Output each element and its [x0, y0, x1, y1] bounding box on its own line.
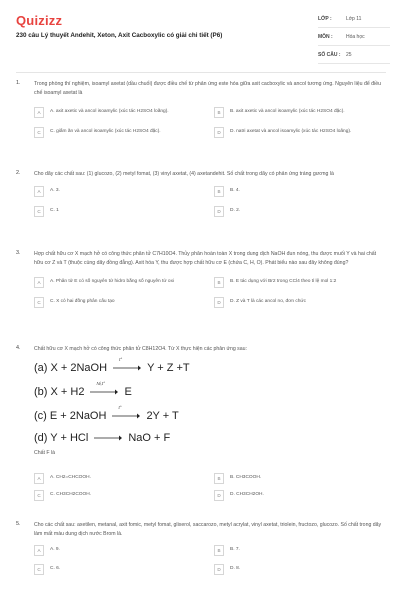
- arrow-icon: [112, 412, 140, 420]
- reaction-arrow: [90, 381, 118, 396]
- option-letter: C: [34, 206, 44, 217]
- option-letter: C: [34, 297, 44, 308]
- equation-rhs: 2Y + T: [146, 410, 179, 422]
- option-text: B. axit axetic và ancol isoamylic (xúc tác H2SO4 đặc).: [230, 108, 345, 114]
- options-grid: [34, 179, 386, 225]
- option-letter: B: [214, 107, 224, 118]
- reaction-condition: t°: [118, 405, 122, 410]
- option-letter: D: [214, 564, 224, 575]
- option-c[interactable]: [34, 562, 204, 576]
- question-5: [16, 521, 386, 582]
- option-b[interactable]: [214, 105, 384, 119]
- option-letter: D: [214, 490, 224, 501]
- question-number: 5.: [16, 521, 21, 527]
- option-a[interactable]: [34, 105, 204, 119]
- option-letter: C: [34, 490, 44, 501]
- option-d[interactable]: [214, 562, 384, 576]
- equation-lhs: (d) Y + HCl: [34, 432, 89, 444]
- meta-row-count: [318, 46, 390, 64]
- option-b[interactable]: [214, 471, 384, 485]
- reaction-arrow: [112, 405, 140, 420]
- option-c[interactable]: [34, 295, 204, 309]
- equation-rhs: Y + Z +T: [147, 362, 190, 374]
- question-2: [16, 170, 386, 225]
- option-letter: D: [214, 206, 224, 217]
- meta-table: [318, 10, 390, 64]
- option-text: D. 2.: [230, 208, 241, 214]
- header-divider: [16, 72, 386, 73]
- equation-rhs: E: [124, 386, 132, 398]
- option-a[interactable]: [34, 471, 204, 485]
- option-text: A. Phân tử E có số nguyên tử hidro bằng số nguyên tử oxi: [50, 278, 175, 284]
- equation-lhs: (b) X + H2: [34, 386, 85, 398]
- options-grid: [34, 466, 386, 506]
- option-letter: B: [214, 277, 224, 288]
- options-grid: [34, 267, 386, 315]
- meta-label: SỐ CÂU :: [318, 51, 341, 58]
- option-c[interactable]: [34, 205, 204, 219]
- option-letter: B: [214, 473, 224, 484]
- option-c[interactable]: [34, 488, 204, 502]
- option-b[interactable]: [214, 543, 384, 557]
- option-text: C. CH3CH2COOH.: [50, 491, 92, 497]
- option-letter: A: [34, 545, 44, 556]
- option-text: C. X có hai đồng phân cấu tạo: [50, 298, 115, 304]
- option-text: D. 8.: [230, 565, 241, 571]
- option-text: B. 4.: [230, 188, 240, 194]
- option-letter: C: [34, 127, 44, 138]
- question-number: 2.: [16, 170, 21, 176]
- option-d[interactable]: [214, 295, 384, 309]
- meta-value: 25: [346, 51, 352, 58]
- meta-label: LỚP :: [318, 15, 332, 22]
- question-3: [16, 250, 386, 315]
- option-d[interactable]: [214, 125, 384, 139]
- question-text: Cho các chất sau: axetilen, metanal, axit fomic, metyl fomat, glixerol, saccarozo, metyl acrylat, vinyl axetat, triolein, fructozo, glucozo. Số chất trong dãy làm mất màu dung dịch nước Brom là.: [34, 522, 382, 537]
- option-text: A. axit axetic và ancol isoamylic (xúc tác H2SO4 loãng).: [50, 108, 169, 114]
- option-text: D. natri axetat và ancol isoamylic (xúc tác H2SO4 loãng).: [230, 128, 352, 134]
- question-4-options: [16, 466, 386, 506]
- option-letter: A: [34, 473, 44, 484]
- question-number: 3.: [16, 250, 21, 256]
- option-letter: A: [34, 186, 44, 197]
- arrow-icon: [90, 388, 118, 396]
- meta-value: Lớp 11: [346, 15, 362, 22]
- meta-value: Hóa học: [346, 33, 365, 40]
- equation-d: [34, 432, 170, 444]
- meta-label: MÔN :: [318, 33, 333, 40]
- meta-row-subject: [318, 28, 390, 46]
- equation-lhs: (a) X + 2NaOH: [34, 362, 108, 374]
- option-text: C. giấm ăn và ancol isoamylic (xúc tác H2SO4 đặc).: [50, 128, 161, 134]
- arrow-icon: [94, 434, 122, 442]
- option-letter: C: [34, 564, 44, 575]
- question-number: 1.: [16, 80, 21, 86]
- question-text: Cho dãy các chất sau: (1) glucozo, (2) metyl fomat, (3) vinyl axetat, (4) axetandehit. Số chất trong dãy có phản ứng tráng gương là: [34, 171, 334, 177]
- option-letter: A: [34, 107, 44, 118]
- quizizz-logo: Quizizz: [16, 13, 63, 28]
- option-letter: A: [34, 277, 44, 288]
- arrow-icon: [113, 364, 141, 372]
- equation-lhs: (c) E + 2NaOH: [34, 410, 107, 422]
- reaction-arrow: [94, 434, 122, 442]
- option-a[interactable]: [34, 543, 204, 557]
- reaction-arrow: [113, 357, 141, 372]
- option-b[interactable]: [214, 185, 384, 199]
- document-title: 230 câu Lý thuyết Andehit, Xeton, Axit Cacboxylic có giải chi tiết (P6): [16, 32, 223, 39]
- question-1: [16, 80, 386, 143]
- option-text: A. CH2=CHCOOH.: [50, 474, 91, 480]
- question-4: [16, 345, 386, 354]
- option-text: D. Z và T là các ancol no, đơn chức: [230, 298, 307, 304]
- option-text: B. 7.: [230, 546, 240, 552]
- option-b[interactable]: [214, 275, 384, 289]
- option-letter: D: [214, 297, 224, 308]
- option-text: B. E tác dụng với Br2 trong CCl4 theo tỉ lệ mol 1:2: [230, 278, 337, 284]
- option-letter: B: [214, 186, 224, 197]
- equation-rhs: NaO + F: [128, 432, 171, 444]
- equation-a: [34, 357, 190, 374]
- question-text: Chất hữu cơ X mạch hở có công thức phân tử C8H12O4. Từ X thực hiện các phản ứng sau:: [34, 346, 247, 352]
- option-a[interactable]: [34, 185, 204, 199]
- option-c[interactable]: [34, 125, 204, 139]
- question-number: 4.: [16, 345, 21, 351]
- option-a[interactable]: [34, 275, 204, 289]
- option-letter: B: [214, 545, 224, 556]
- option-text: C. 6.: [50, 565, 61, 571]
- option-text: A. 3.: [50, 188, 60, 194]
- option-text: D. CH3CH2OH.: [230, 491, 264, 497]
- reaction-condition: Ni,t°: [96, 381, 105, 386]
- option-d[interactable]: [214, 205, 384, 219]
- option-text: B. CH3COOH.: [230, 474, 262, 480]
- equation-b: [34, 381, 132, 398]
- option-d[interactable]: [214, 488, 384, 502]
- question-prompt: Chất F là: [34, 450, 56, 456]
- question-text: Trong phòng thí nghiệm, isoamyl axetat (dầu chuối) được điều chế từ phản ứng este hóa giữa axit cacboxylic và ancol tương ứng. Nguyên liệu để điều chế isoamyl axetat là: [34, 81, 381, 96]
- option-letter: D: [214, 127, 224, 138]
- meta-row-grade: [318, 10, 390, 28]
- options-grid: [34, 538, 386, 582]
- question-text: Hợp chất hữu cơ X mạch hở có công thức phân tử C7H10O4. Thủy phân hoàn toàn X trong dung dịch NaOH đun nóng, thu được muối Y và hai chất hữu cơ Z và T (thuộc cùng dãy đồng đẳng). Axit hóa Y, thu được hợp chất hữu cơ E (chứa C, H, O). Phát biểu nào sau đây không đúng?: [34, 251, 377, 266]
- reaction-condition: t°: [119, 357, 123, 362]
- option-text: C. 1: [50, 208, 59, 214]
- option-text: A. 9.: [50, 546, 60, 552]
- options-grid: [34, 97, 386, 143]
- equation-c: [34, 405, 179, 422]
